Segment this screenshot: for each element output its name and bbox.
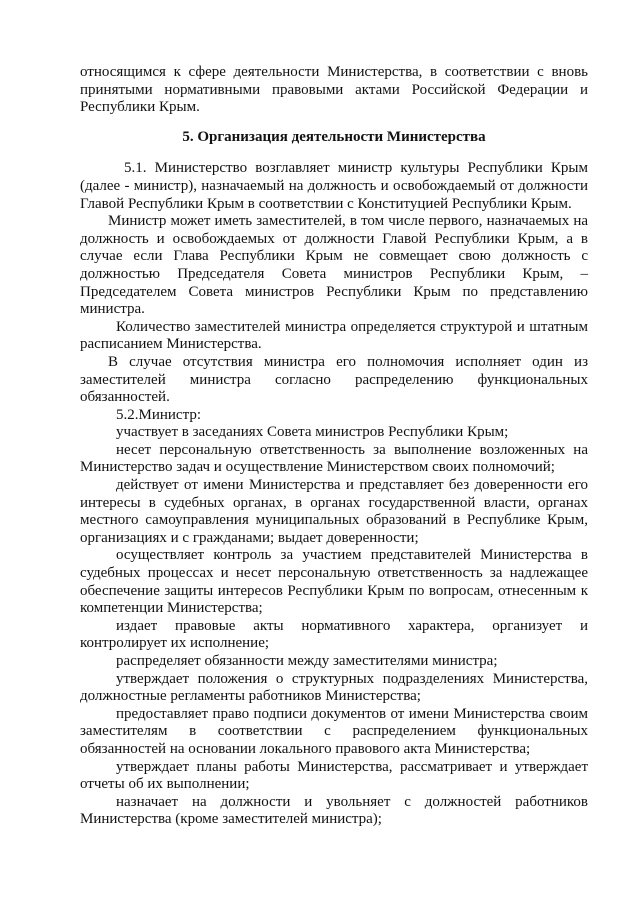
paragraph-deputies: Министр может иметь заместителей, в том числе первого, назначаемых на должность и освобождаемых от должности Главой Республики Крым, а в случае если Глава Республики Крым не совмещает свою должность с должностью Председателя Совета министров Республики Крым, – Председателем Совета министров Республики Крым по представлению министра.: [80, 213, 588, 318]
continuation-paragraph: относящимся к сфере деятельности Министерства, в соответствии с вновь принятыми нормативными правовыми актами Российской Федерации и Республики Крым.: [80, 64, 588, 116]
paragraph-5-2-heading: 5.2.Министр:: [116, 406, 201, 423]
list-item: действует от имени Министерства и представляет без доверенности его интересы в судебных органах, в органах государственной власти, органах местного самоуправления муниципальных образований в Республике Крым, организациях и с гражданами; выдает доверенности;: [80, 477, 588, 546]
list-item: предоставляет право подписи документов от имени Министерства своим заместителям в соответствии с распределением функциональных обязанностей на основании локального правового акта Министерства;: [80, 705, 588, 757]
list-item: утверждает планы работы Министерства, рассматривает и утверждает отчеты об их выполнении;: [80, 758, 588, 793]
section-title: 5. Организация деятельности Министерства: [182, 128, 486, 145]
paragraph-absence: В случае отсутствия министра его полномочия исполняет один из заместителей министра согласно распределению функциональных обязанностей.: [80, 353, 588, 406]
paragraph-deputies-count: Количество заместителей министра определяется структурой и штатным расписанием Министерства.: [80, 318, 588, 353]
list-item: утверждает положения о структурных подразделениях Министерства, должностные регламенты работников Министерства;: [80, 670, 588, 705]
list-item: издает правовые акты нормативного характера, организует и контролирует их исполнение;: [80, 617, 588, 652]
list-item: распределяет обязанности между заместителями министра;: [116, 653, 498, 669]
list-item: несет персональную ответственность за выполнение возложенных на Министерство задач и осуществление Министерством своих полномочий;: [80, 441, 588, 476]
document-page: [80, 64, 588, 829]
list-item: осуществляет контроль за участием представителей Министерства в судебных процессах и несет персональную ответственность за надлежащее обеспечение защиты интересов Республики Крым по вопросам, отнесенным к компетенции Министерства;: [80, 547, 588, 617]
paragraph-5-1: 5.1. Министерство возглавляет министр культуры Республики Крым (далее - министр), назначаемый на должность и освобождаемый от должности Главой Республики Крым в соответствии с Конституцией Республики Крым.: [80, 160, 588, 212]
list-item: назначает на должности и увольняет с должностей работников Министерства (кроме заместителей министра);: [80, 793, 588, 828]
list-item: участвует в заседаниях Совета министров Республики Крым;: [116, 424, 509, 441]
